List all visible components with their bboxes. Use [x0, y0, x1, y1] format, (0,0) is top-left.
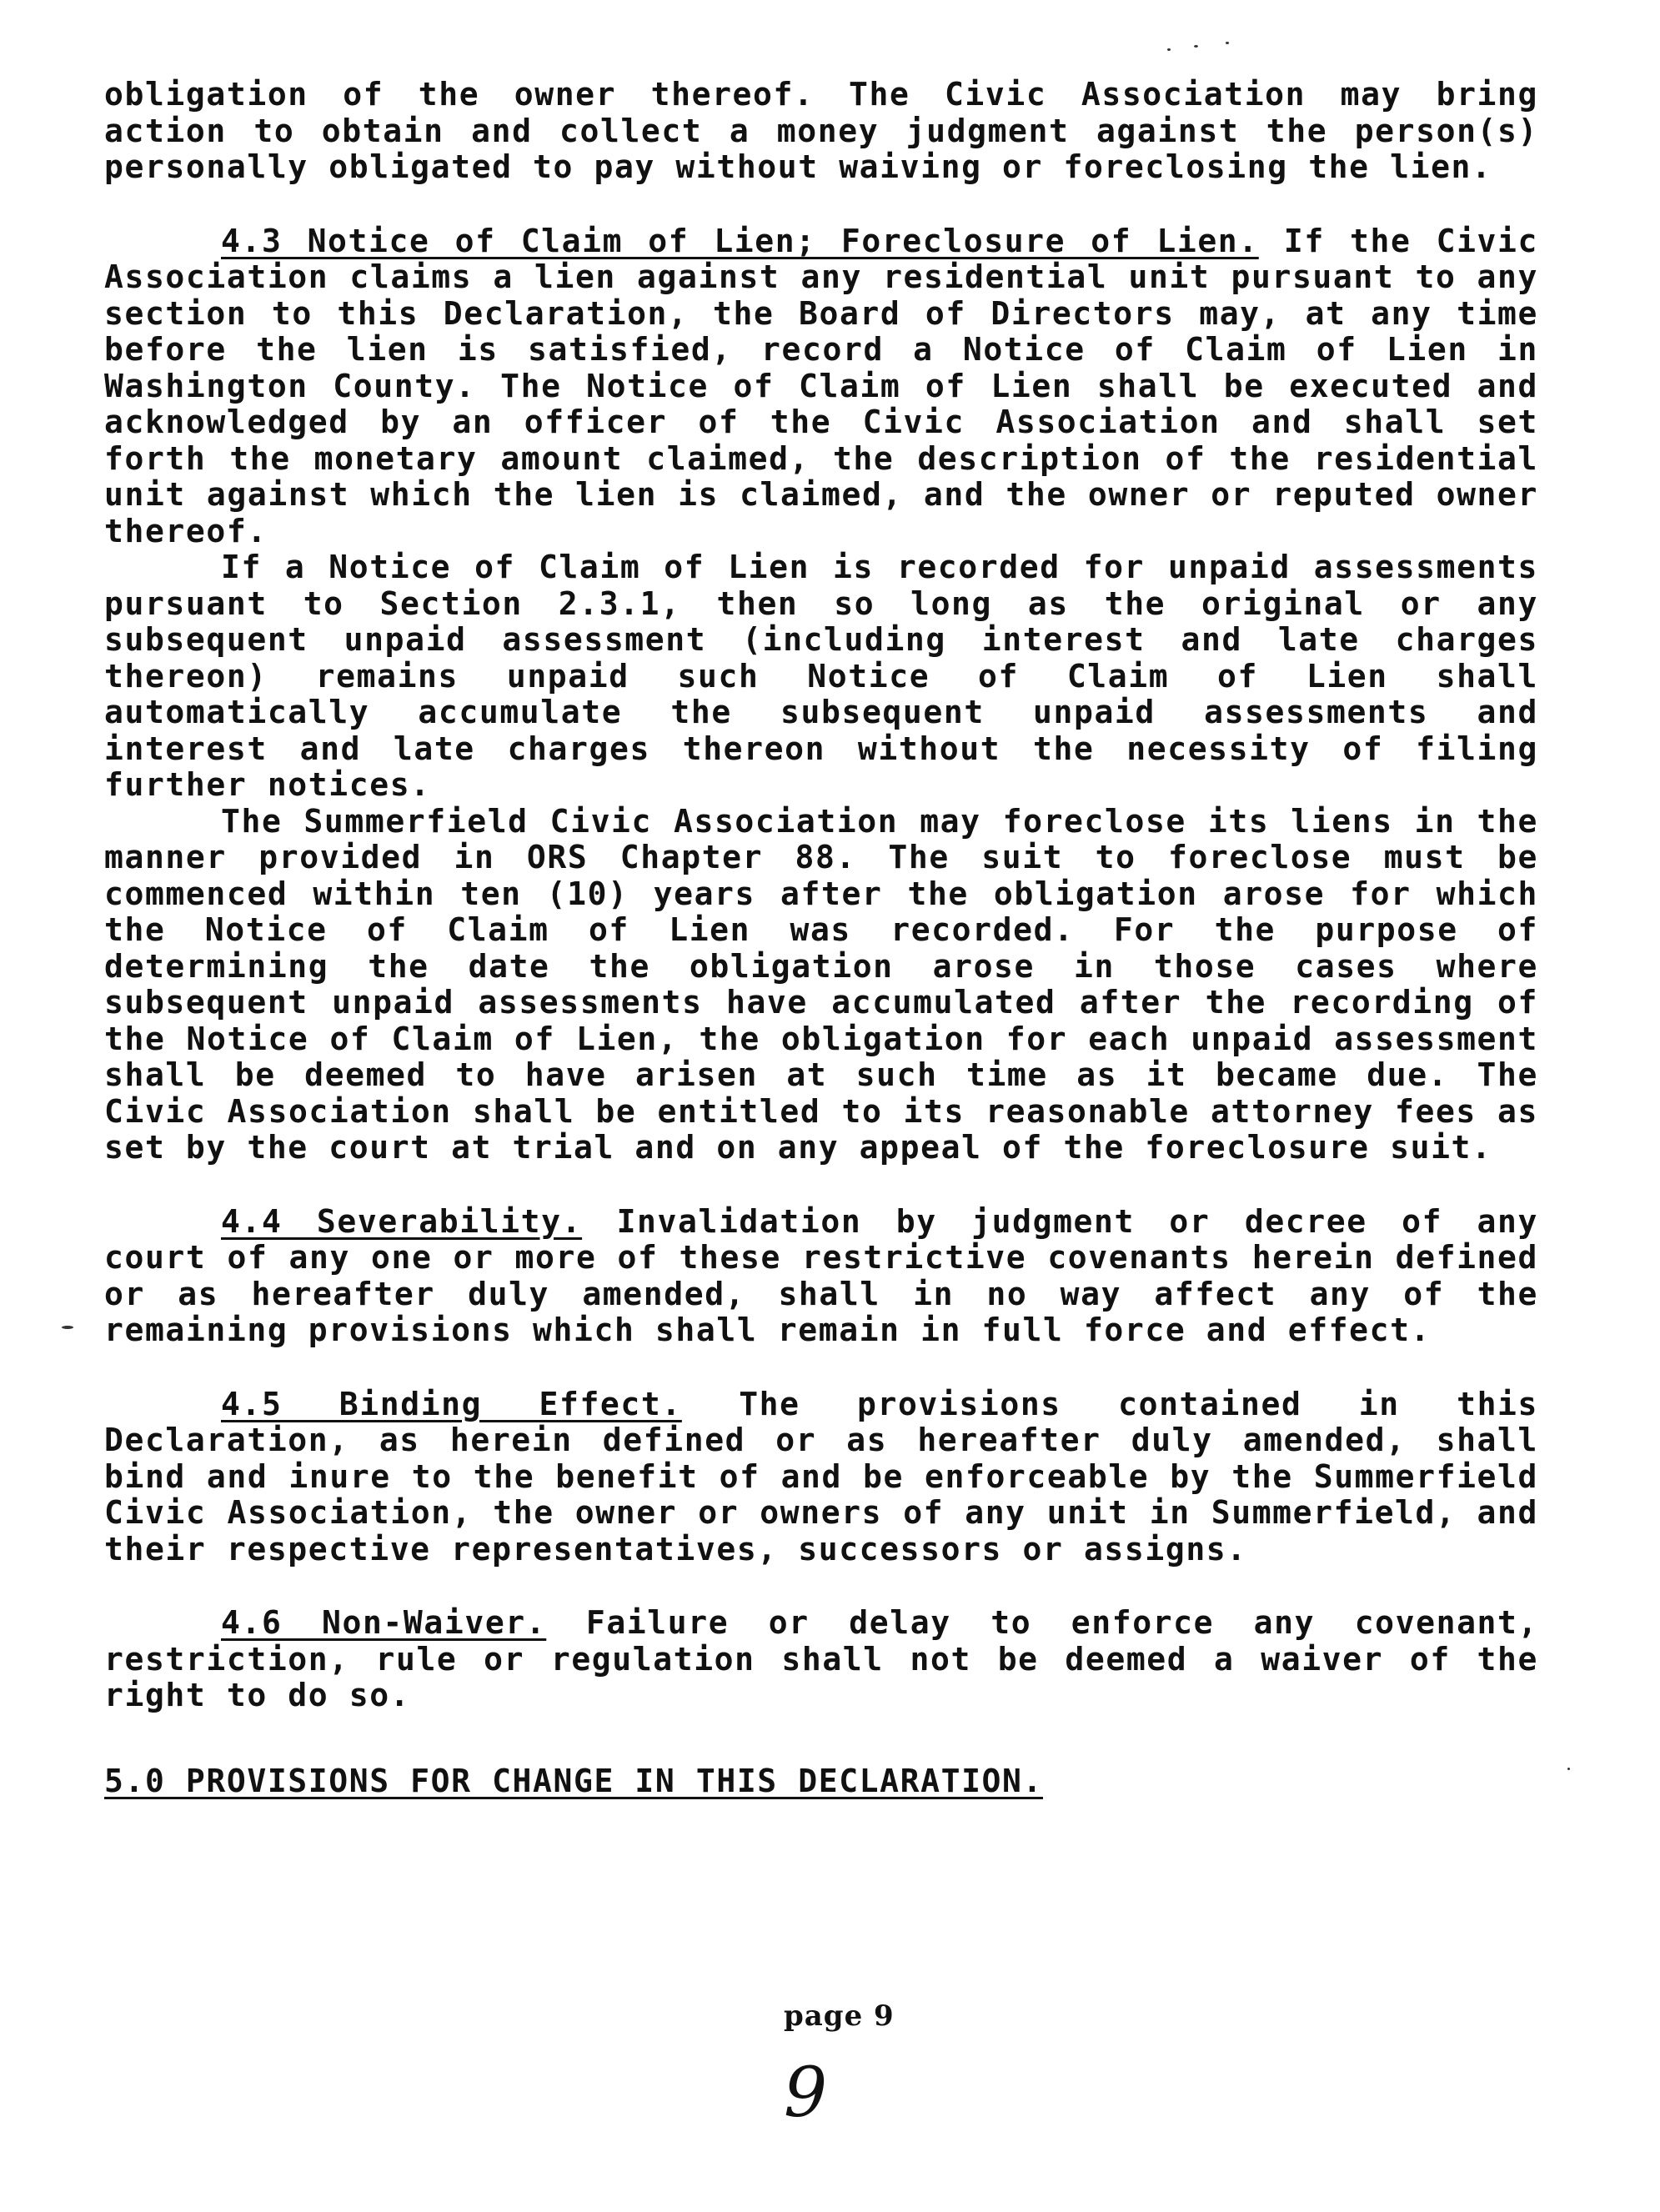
section-4-3-heading: 4.3 Notice of Claim of Lien; Foreclosure of Lien.: [221, 222, 1259, 259]
section-4-5-heading: 4.5 Binding Effect.: [221, 1385, 682, 1422]
section-4-3-paragraph-1: [104, 223, 1538, 550]
section-4-5-text: The provisions contained in this Declaration, as herein defined or as hereafter duly amended, shall bind and inure to the benefit of and be enforceable by the Summerfield Civic Association, the owner or owners of any unit in Summerfield, and their respective representatives, successors or assigns.: [104, 1385, 1538, 1567]
section-4-6-heading: 4.6 Non-Waiver.: [221, 1604, 547, 1641]
section-5-0-heading: 5.0 PROVISIONS FOR CHANGE IN THIS DECLARATION.: [104, 1762, 1043, 1799]
section-4-6-text: Failure or delay to enforce any covenant, restriction, rule or regulation shall not be deemed a waiver of the right to do so.: [104, 1604, 1538, 1713]
scan-speck: [1226, 42, 1229, 44]
opening-paragraph: obligation of the owner thereof. The Civic Association may bring action to obtain and collect a money judgment against the person(s) personally obligated to pay without waiving or foreclosing the lien.: [104, 76, 1538, 185]
section-4-5-paragraph: [104, 1387, 1538, 1568]
section-4-3-text-1: If the Civic Association claims a lien against any residential unit pursuant to any section to this Declaration, the Board of Directors may, at any time before the lien is satisfied, record a Notice of Claim of Lien in Washington County. The Notice of Claim of Lien shall be executed and acknowledged by an officer of the Civic Association and shall set forth the monetary amount claimed, the description of the residential unit against which the lien is claimed, and the owner or reputed owner thereof.: [104, 222, 1538, 549]
section-4-6-paragraph: [104, 1605, 1538, 1714]
scan-speck: [1567, 1768, 1570, 1770]
scan-speck: [62, 1326, 73, 1329]
section-4-4-paragraph: [104, 1204, 1538, 1349]
section-4-4-heading: 4.4 Severability.: [221, 1202, 583, 1240]
handwritten-page-number: 9: [784, 2054, 828, 2133]
scan-speck: [1194, 45, 1198, 48]
section-4-3-paragraph-2: If a Notice of Claim of Lien is recorded for unpaid assessments pursuant to Section 2.3.1, then so long as the original or any subsequent unpaid assessment (including interest and late charges thereon) remains unpaid such Notice of Claim of Lien shall automatically accumulate the subsequent unpaid assessments and interest and late charges thereon without the necessity of filing further notices.: [104, 549, 1538, 803]
document-body: [104, 77, 1538, 1799]
page-number-label: page 9: [784, 1999, 895, 2033]
section-4-3-paragraph-3: The Summerfield Civic Association may foreclose its liens in the manner provided in ORS Chapter 88. The suit to foreclose must be commenced within ten (10) years after the obligation arose for which the Notice of Claim of Lien was recorded. For the purpose of determining the date the obligation arose in those cases where subsequent unpaid assessments have accumulated after the recording of the Notice of Claim of Lien, the obligation for each unpaid assessment shall be deemed to have arisen at such time as it became due. The Civic Association shall be entitled to its reasonable attorney fees as set by the court at trial and on any appeal of the foreclosure suit.: [104, 802, 1538, 1166]
scan-speck: [1167, 48, 1171, 51]
section-4-4-text: Invalidation by judgment or decree of any court of any one or more of these restrictive covenants herein defined or as hereafter duly amended, shall in no way affect any of the remaining provisions which shall remain in full force and effect.: [104, 1202, 1538, 1348]
